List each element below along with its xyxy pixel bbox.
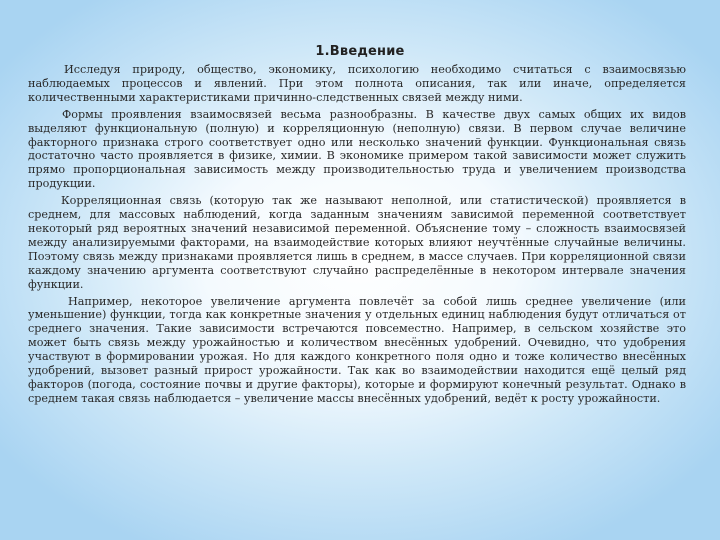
paragraph-2: Формы проявления взаимосвязей весьма разнообразны. В качестве двух самых общих их видов выделяют функциональную (полную) и корреляционную (неполную) связи. В первом случае величине факторного признака строго соответствует одно или несколько значений функции. Функциональная связь достаточно часто проявляется в физике, химии. В экономике примером такой зависимости может служить прямо пропорциональная зависимость между производительностью труда и увеличением производства продукции. xyxy=(28,107,686,191)
page-title: 1.Введение xyxy=(315,44,405,59)
paragraph-1: Исследуя природу, общество, экономику, психологию необходимо считаться с взаимосвязью наблюдаемых процессов и явлений. При этом полнота описания, так или иначе, определяется количественными характеристиками причинно-следственных связей между ними. xyxy=(28,63,686,104)
paragraph-4: Например, некоторое увеличение аргумента повлечёт за собой лишь среднее увеличение (или уменьшение) функции, тогда как конкретные значения у отдельных единиц наблюдения будут отличаться от среднего значения. Такие зависимости встречаются повсеместно. Например, в сельском хозяйстве это может быть связь между урожайностью и количеством внесённых удобрений. Очевидно, что удобрения участвуют в формировании урожая. Но для каждого конкретного поля одно и тоже количество внесённых удобрений, вызовет разный прирост урожайности. Так как во взаимодействии находится ещё целый ряд факторов (погода, состояние почвы и другие факторы), которые и формируют конечный результат. Однако в среднем такая связь наблюдается – увеличение массы внесённых удобрений, ведёт к росту урожайности. xyxy=(28,294,686,405)
document-body xyxy=(28,63,686,409)
paragraph-3: Корреляционная связь (которую так же называют неполной, или статистической) проявляется в среднем, для массовых наблюдений, когда заданным значениям зависимой переменной соответствует некоторый ряд вероятных значений независимой переменной. Объяснение тому – сложность взаимосвязей между анализируемыми факторами, на взаимодействие которых влияют неучтённые случайные величины. Поэтому связь между признаками проявляется лишь в среднем, в массе случаев. При корреляционной связи каждому значению аргумента соответствуют случайно распределённые в некотором интервале значения функции. xyxy=(28,194,686,291)
